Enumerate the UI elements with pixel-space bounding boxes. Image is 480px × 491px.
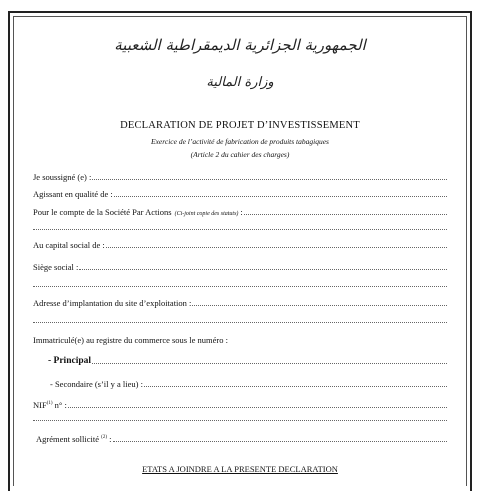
soussigne-row[interactable] [33, 170, 447, 182]
agrement-field[interactable] [113, 440, 448, 442]
adresse-field[interactable] [192, 304, 447, 306]
ministry-header: وزارة المالية [206, 75, 274, 90]
societe-label: Pour le compte de la Société Par Actions [33, 207, 172, 217]
secondaire-row[interactable] [50, 377, 447, 389]
qualite-label: Agissant en qualité de : [33, 189, 113, 199]
nif-field-continued[interactable] [33, 419, 447, 421]
agrement-label: Agrément sollicité $^{(2)}$ : [36, 434, 112, 444]
capital-row[interactable] [33, 238, 447, 250]
immatricule-label: Immatriculé(e) au registre du commerce sous le numéro : [33, 335, 228, 345]
nif-row[interactable] [33, 398, 447, 410]
secondaire-field[interactable] [144, 385, 447, 387]
soussigne-label: Je soussigné (e) : [33, 172, 92, 182]
nif-label: NIF$^{(1)}$ n° : [33, 400, 67, 410]
qualite-field[interactable] [114, 195, 447, 197]
qualite-row[interactable] [33, 187, 447, 199]
societe-row[interactable] [33, 205, 447, 217]
document-title: DECLARATION DE PROJET D’INVESTISSEMENT [120, 120, 360, 131]
capital-field[interactable] [106, 246, 447, 248]
soussigne-field[interactable] [92, 178, 447, 180]
societe-colon: : [240, 207, 243, 217]
principal-label: - Principal [48, 356, 92, 366]
societe-field[interactable] [244, 213, 447, 215]
etats-heading: ETATS A JOINDRE A LA PRESENTE DECLARATION [142, 464, 338, 474]
document-subtitle: Exercice de l’activité de fabrication de produits tabagiques [151, 137, 329, 146]
principal-field[interactable] [92, 362, 447, 364]
societe-field-continued[interactable] [33, 228, 447, 230]
societe-note: (Ci-joint copie des statuts) [174, 211, 239, 217]
adresse-field-continued[interactable] [33, 321, 447, 323]
siege-field[interactable] [79, 268, 447, 270]
republic-header: الجمهورية الجزائرية الديمقراطية الشعبية [114, 36, 366, 54]
agrement-row[interactable] [36, 432, 447, 444]
siege-field-continued[interactable] [33, 285, 447, 287]
siege-row[interactable] [33, 260, 447, 272]
adresse-row[interactable] [33, 296, 447, 308]
adresse-label: Adresse d’implantation du site d’exploitation : [33, 298, 192, 308]
siege-label: Siège social : [33, 262, 79, 272]
nif-field[interactable] [68, 406, 447, 408]
immatricule-row [33, 333, 447, 345]
principal-row[interactable] [48, 354, 447, 366]
article-reference: (Article 2 du cahier des charges) [190, 150, 290, 159]
secondaire-label: - Secondaire (s’il y a lieu) : [50, 379, 143, 389]
capital-label: Au capital social de : [33, 240, 105, 250]
